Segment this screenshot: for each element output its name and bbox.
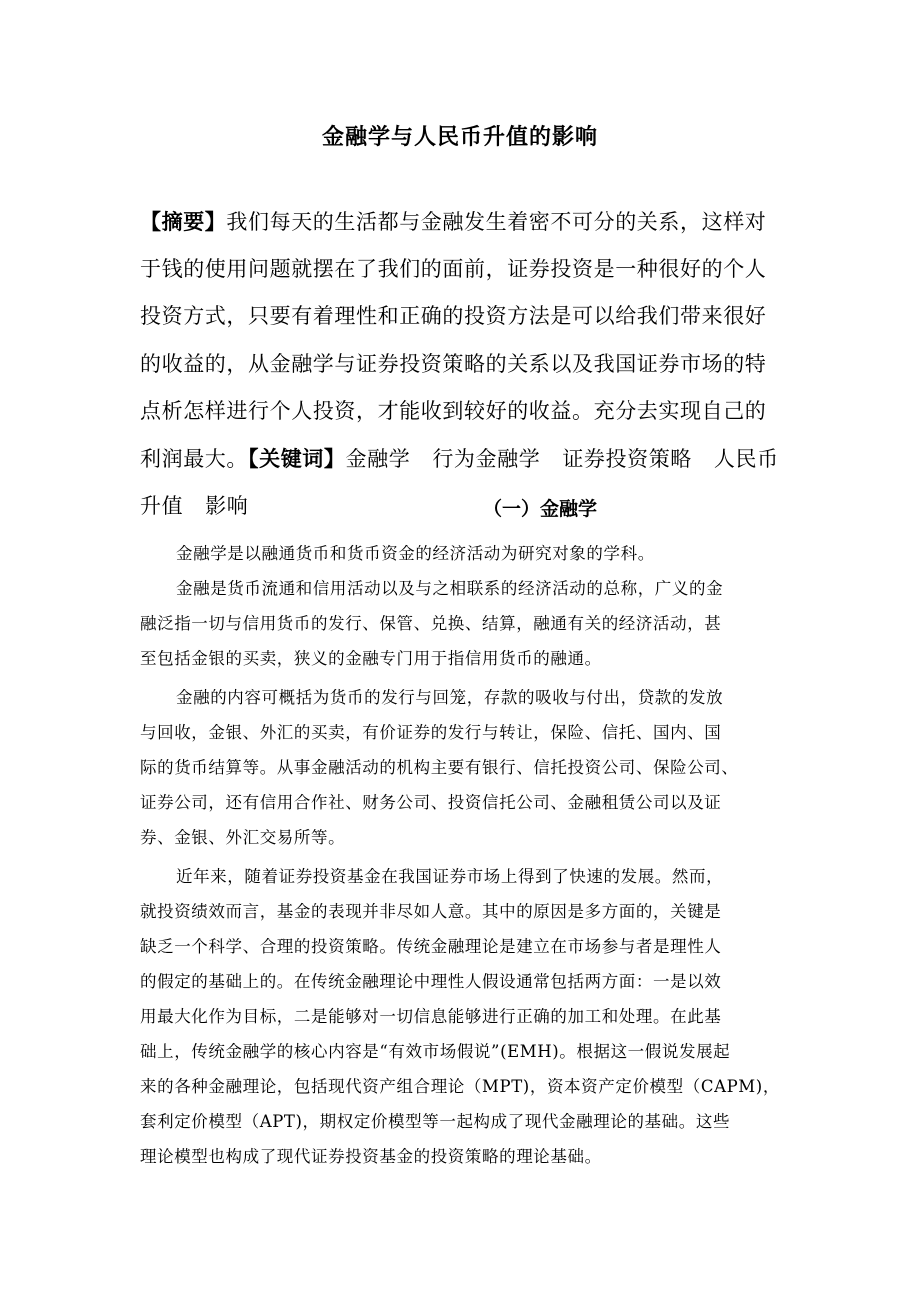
section-heading: （一）金融学 (483, 498, 598, 520)
body-line: 就投资绩效而言，基金的表现并非尽如人意。其中的原因是多方面的，关键是 (140, 902, 722, 921)
body-line: 金融学是以融通货币和货币资金的经济活动为研究对象的学科。 (176, 544, 655, 563)
body-line: 证券公司，还有信用合作社、财务公司、投资信托公司、金融租赁公司以及证 (140, 793, 722, 812)
abstract-line-4: 的收益的，从金融学与证券投资策略的关系以及我国证券市场的特 (140, 352, 767, 376)
abstract-line-1 (140, 206, 766, 236)
body-line: 套利定价模型（APT)，期权定价模型等一起构成了现代金融理论的基础。这些 (140, 1112, 731, 1131)
keyword: 人民币 (713, 447, 779, 471)
keyword: 金融学 (345, 447, 411, 471)
body-line: 金融是货币流通和信用活动以及与之相联系的经济活动的总称，广义的金 (176, 579, 724, 598)
body-line: 理论模型也构成了现代证券投资基金的投资策略的理论基础。 (140, 1147, 602, 1166)
abstract-line-5: 点析怎样进行个人投资，才能收到较好的收益。充分去实现自己的 (140, 399, 767, 423)
abstract-text: 我们每天的生活都与金融发生着密不可分的关系，这样对 (226, 210, 767, 234)
keyword: 证券投资策略 (562, 447, 692, 471)
body-line: 的假定的基础上的。在传统金融理论中理性人假设通常包括两方面：一是以效 (140, 972, 722, 991)
body-line: 础上，传统金融学的核心内容是“有效市场假说”(EMH)。根据这一假说发展起 (140, 1042, 731, 1061)
body-line: 融泛指一切与信用货币的发行、保管、兑换、结算，融通有关的经济活动，甚 (140, 614, 722, 633)
abstract-line-3: 投资方式，只要有着理性和正确的投资方法是可以给我们带来很好 (140, 304, 767, 328)
body-line: 来的各种金融理论，包括现代资产组合理论（MPT)，资本资产定价模型（CAPM)， (140, 1077, 780, 1096)
abstract-label: 【摘要】 (140, 210, 227, 234)
abstract-line-6 (140, 443, 779, 473)
keywords-label: 【关键词】 (248, 447, 346, 471)
body-line: 券、金银、外汇交易所等。 (140, 828, 346, 847)
body-line: 近年来，随着证券投资基金在我国证券市场上得到了快速的发展。然而， (176, 867, 724, 886)
document-title: 金融学与人民币升值的影响 (321, 125, 598, 150)
body-line: 与回收，金银、外汇的买卖，有价证券的发行与转让，保险、信托、国内、国 (140, 723, 722, 742)
abstract-end: 利润最大。 (140, 447, 248, 471)
body-line: 缺乏一个科学、合理的投资策略。传统金融理论是建立在市场参与者是理性人 (140, 937, 722, 956)
abstract-line-2: 于钱的使用问题就摆在了我们的面前，证券投资是一种很好的个人 (140, 257, 767, 281)
keyword: 升值 (140, 494, 184, 518)
keyword: 行为金融学 (432, 447, 541, 471)
keywords-line-2 (140, 490, 248, 520)
body-line: 际的货币结算等。从事金融活动的机构主要有银行、信托投资公司、保险公司、 (140, 758, 739, 777)
keyword: 影响 (205, 494, 249, 518)
body-line: 用最大化作为目标，二是能够对一切信息能够进行正确的加工和处理。在此基 (140, 1007, 722, 1026)
body-line: 金融的内容可概括为货币的发行与回笼，存款的吸收与付出，贷款的发放 (176, 688, 724, 707)
body-line: 至包括金银的买卖，狭义的金融专门用于指信用货币的融通。 (140, 649, 602, 668)
